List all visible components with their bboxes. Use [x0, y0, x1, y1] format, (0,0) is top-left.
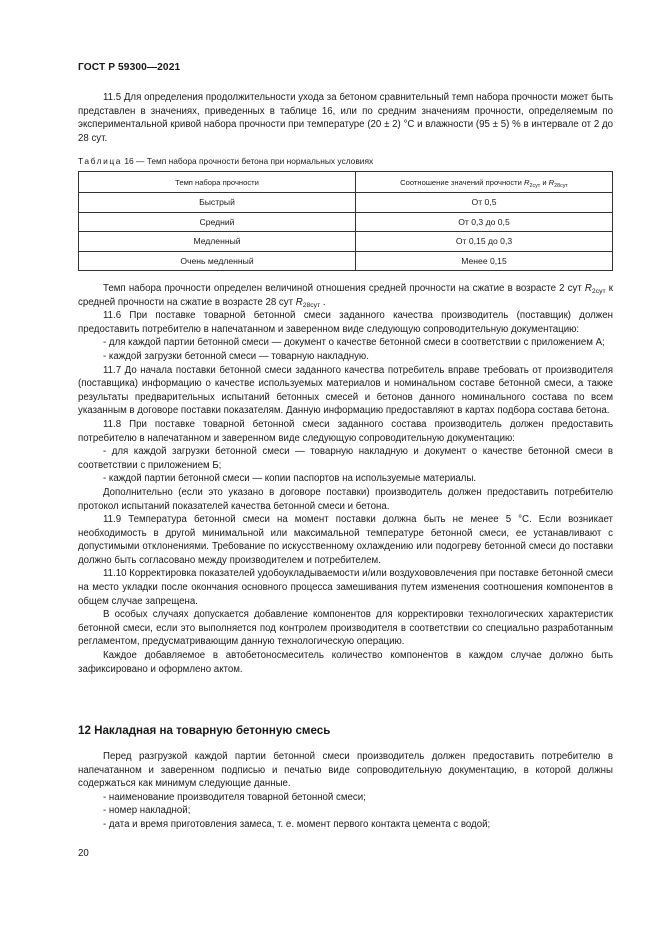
table-caption-word: Таблица [78, 156, 123, 166]
section-12-item-1: - наименование производителя товарной бетонной смеси; [103, 791, 366, 803]
clause-11-8-item-1: - для каждой загрузки бетонной смеси — товарную накладную и документ о качестве бетонной смеси в соответствии с приложением Б; [78, 446, 613, 471]
table-cell-rate: Средний [79, 212, 356, 232]
clause-11-10-record: Каждое добавляемое в автобетоносмеситель количество компонентов в каждом случае должно быть зафиксировано и оформлено актом. [78, 650, 613, 675]
strength-rate-table [78, 171, 613, 271]
table-row [79, 212, 613, 232]
rate-definition-sub1: 2сут [591, 288, 606, 295]
table-row [79, 232, 613, 252]
section-12-item-3: - дата и время приготовления замеса, т. е. момент первого контакта цемента с водой; [103, 818, 491, 830]
main-text [78, 282, 613, 676]
table-caption-title: 16 — Темп набора прочности бетона при нормальных условиях [122, 156, 374, 166]
ratio-header-r2: R [548, 177, 555, 187]
clause-11-7: 11.7 До начала поставки бетонной смеси заданного качества потребитель вправе требовать от производителя (поставщика) информацию о качестве используемых материалов и номинальном составе бетонной смеси, а также результаты предварительных испытаний бетонных смесей и бетонов данного номинального состава по всем указанным в договоре поставки показателям. Данную информацию предоставляют в картах подбора состава бетона. [78, 364, 613, 417]
clause-11-10: 11.10 Корректировка показателей удобоукладываемости и/или воздухововлечения при поставке бетонной смеси на место укладки после окончания основного процесса замешивания путем изменения соотношения компонентов в общем случае запрещена. [78, 568, 613, 607]
ratio-header-r1: R [524, 177, 530, 187]
table-cell-ratio: От 0,5 [356, 193, 613, 213]
rate-definition-sub2: 28сут [302, 301, 321, 309]
clause-11-5 [78, 91, 613, 145]
page-number: 20 [78, 848, 89, 859]
table-cell-ratio: Менее 0,15 [356, 251, 613, 271]
clause-11-8-item-2: - каждой партии бетонной смеси — копии паспортов на используемые материалы. [103, 473, 477, 485]
ratio-header-and: и [540, 177, 549, 187]
rate-definition-r1: R [584, 283, 592, 294]
ratio-header-text: Соотношение значений прочности [400, 177, 525, 187]
rate-definition-c: . [320, 296, 326, 308]
table-cell-rate: Быстрый [79, 193, 356, 213]
table-row [79, 251, 613, 271]
rate-definition-a: Темп набора прочности определен величиной отношения средней прочности на сжатие в возрасте 2 сут [103, 283, 585, 294]
clause-11-8-extra: Дополнительно (если это указано в договоре поставки) производитель должен предоставить потребителю протокол испытаний показателей качества бетонной смеси и бетона. [78, 486, 613, 512]
clause-11-10-special: В особых случаях допускается добавление компонентов для корректировки технологических характеристик бетонной смеси, если это выполняется под контролем производителя в соответствии со специально разработанным регламентом, предусматривающим данную технологическую операцию. [78, 609, 613, 648]
ratio-header-sub1: 2сут [529, 182, 541, 189]
clause-11-6-item-1: - для каждой партии бетонной смеси — документ о качестве бетонной смеси в соответствии с приложением А; [103, 337, 605, 349]
standard-header: ГОСТ Р 59300—2021 [78, 62, 181, 73]
clause-11-5-text: 11.5 Для определения продолжительности ухода за бетоном сравнительный темп набора прочности может быть представлен в значениях, приведенных в таблице 16, или по средним значениям прочности, определяемым по экспериментальной кривой набора прочности при температуре (20 ± 2) °С и влажности (95 ± 5) % в интервале от 2 до 28 сут. [78, 92, 613, 144]
section-12-item-2: - номер накладной; [103, 805, 191, 817]
table-header-rate: Темп набора прочности [79, 172, 356, 193]
clause-11-8: 11.8 При поставке товарной бетонной смеси заданного состава производитель должен предоставить потребителю в напечатанном и заверенном виде следующую сопроводительную документацию: [78, 418, 613, 444]
table-cell-ratio: От 0,15 до 0,3 [356, 232, 613, 252]
clause-11-6-item-2: - каждой загрузки бетонной смеси — товарную накладную. [103, 350, 369, 362]
table-cell-rate: Медленный [79, 232, 356, 252]
section-12-intro: Перед разгрузкой каждой партии бетонной смеси производитель должен предоставить потребителю в напечатанном и заверенном подписью и печатью виде сопроводительную документацию, в которой должны содержаться как минимум следующие данные. [78, 751, 613, 790]
table-caption [78, 156, 373, 166]
table-row [79, 193, 613, 213]
rate-definition [78, 282, 613, 309]
table-cell-rate: Очень медленный [79, 251, 356, 271]
clause-11-9: 11.9 Температура бетонной смеси на момент поставки должна быть не менее 5 °С. Если возникает необходимость в другой минимальной или максимальной температуре бетонной смеси, ее устанавливают с допустимыми отклонениями. Требование по искусственному охлаждению или подогреву бетонной смеси до поставки должно быть согласовано между производителем и потребителем. [78, 514, 613, 566]
ratio-header-sub2: 28сут [554, 182, 568, 189]
table-header-row [79, 172, 613, 193]
rate-definition-b: к средней прочности на сжатие в возрасте 28 сут [78, 283, 613, 308]
table-cell-ratio: От 0,3 до 0,5 [356, 212, 613, 232]
clause-11-6: 11.6 При поставке товарной бетонной смеси заданного качества производитель (поставщик) должен предоставить потребителю в напечатанном и заверенном виде следующую сопроводительную документацию: [78, 310, 613, 335]
table-header-ratio [356, 172, 613, 193]
section-12-title: 12 Накладная на товарную бетонную смесь [78, 724, 331, 737]
rate-definition-r2: R [295, 296, 303, 308]
section-12-text [78, 750, 613, 832]
